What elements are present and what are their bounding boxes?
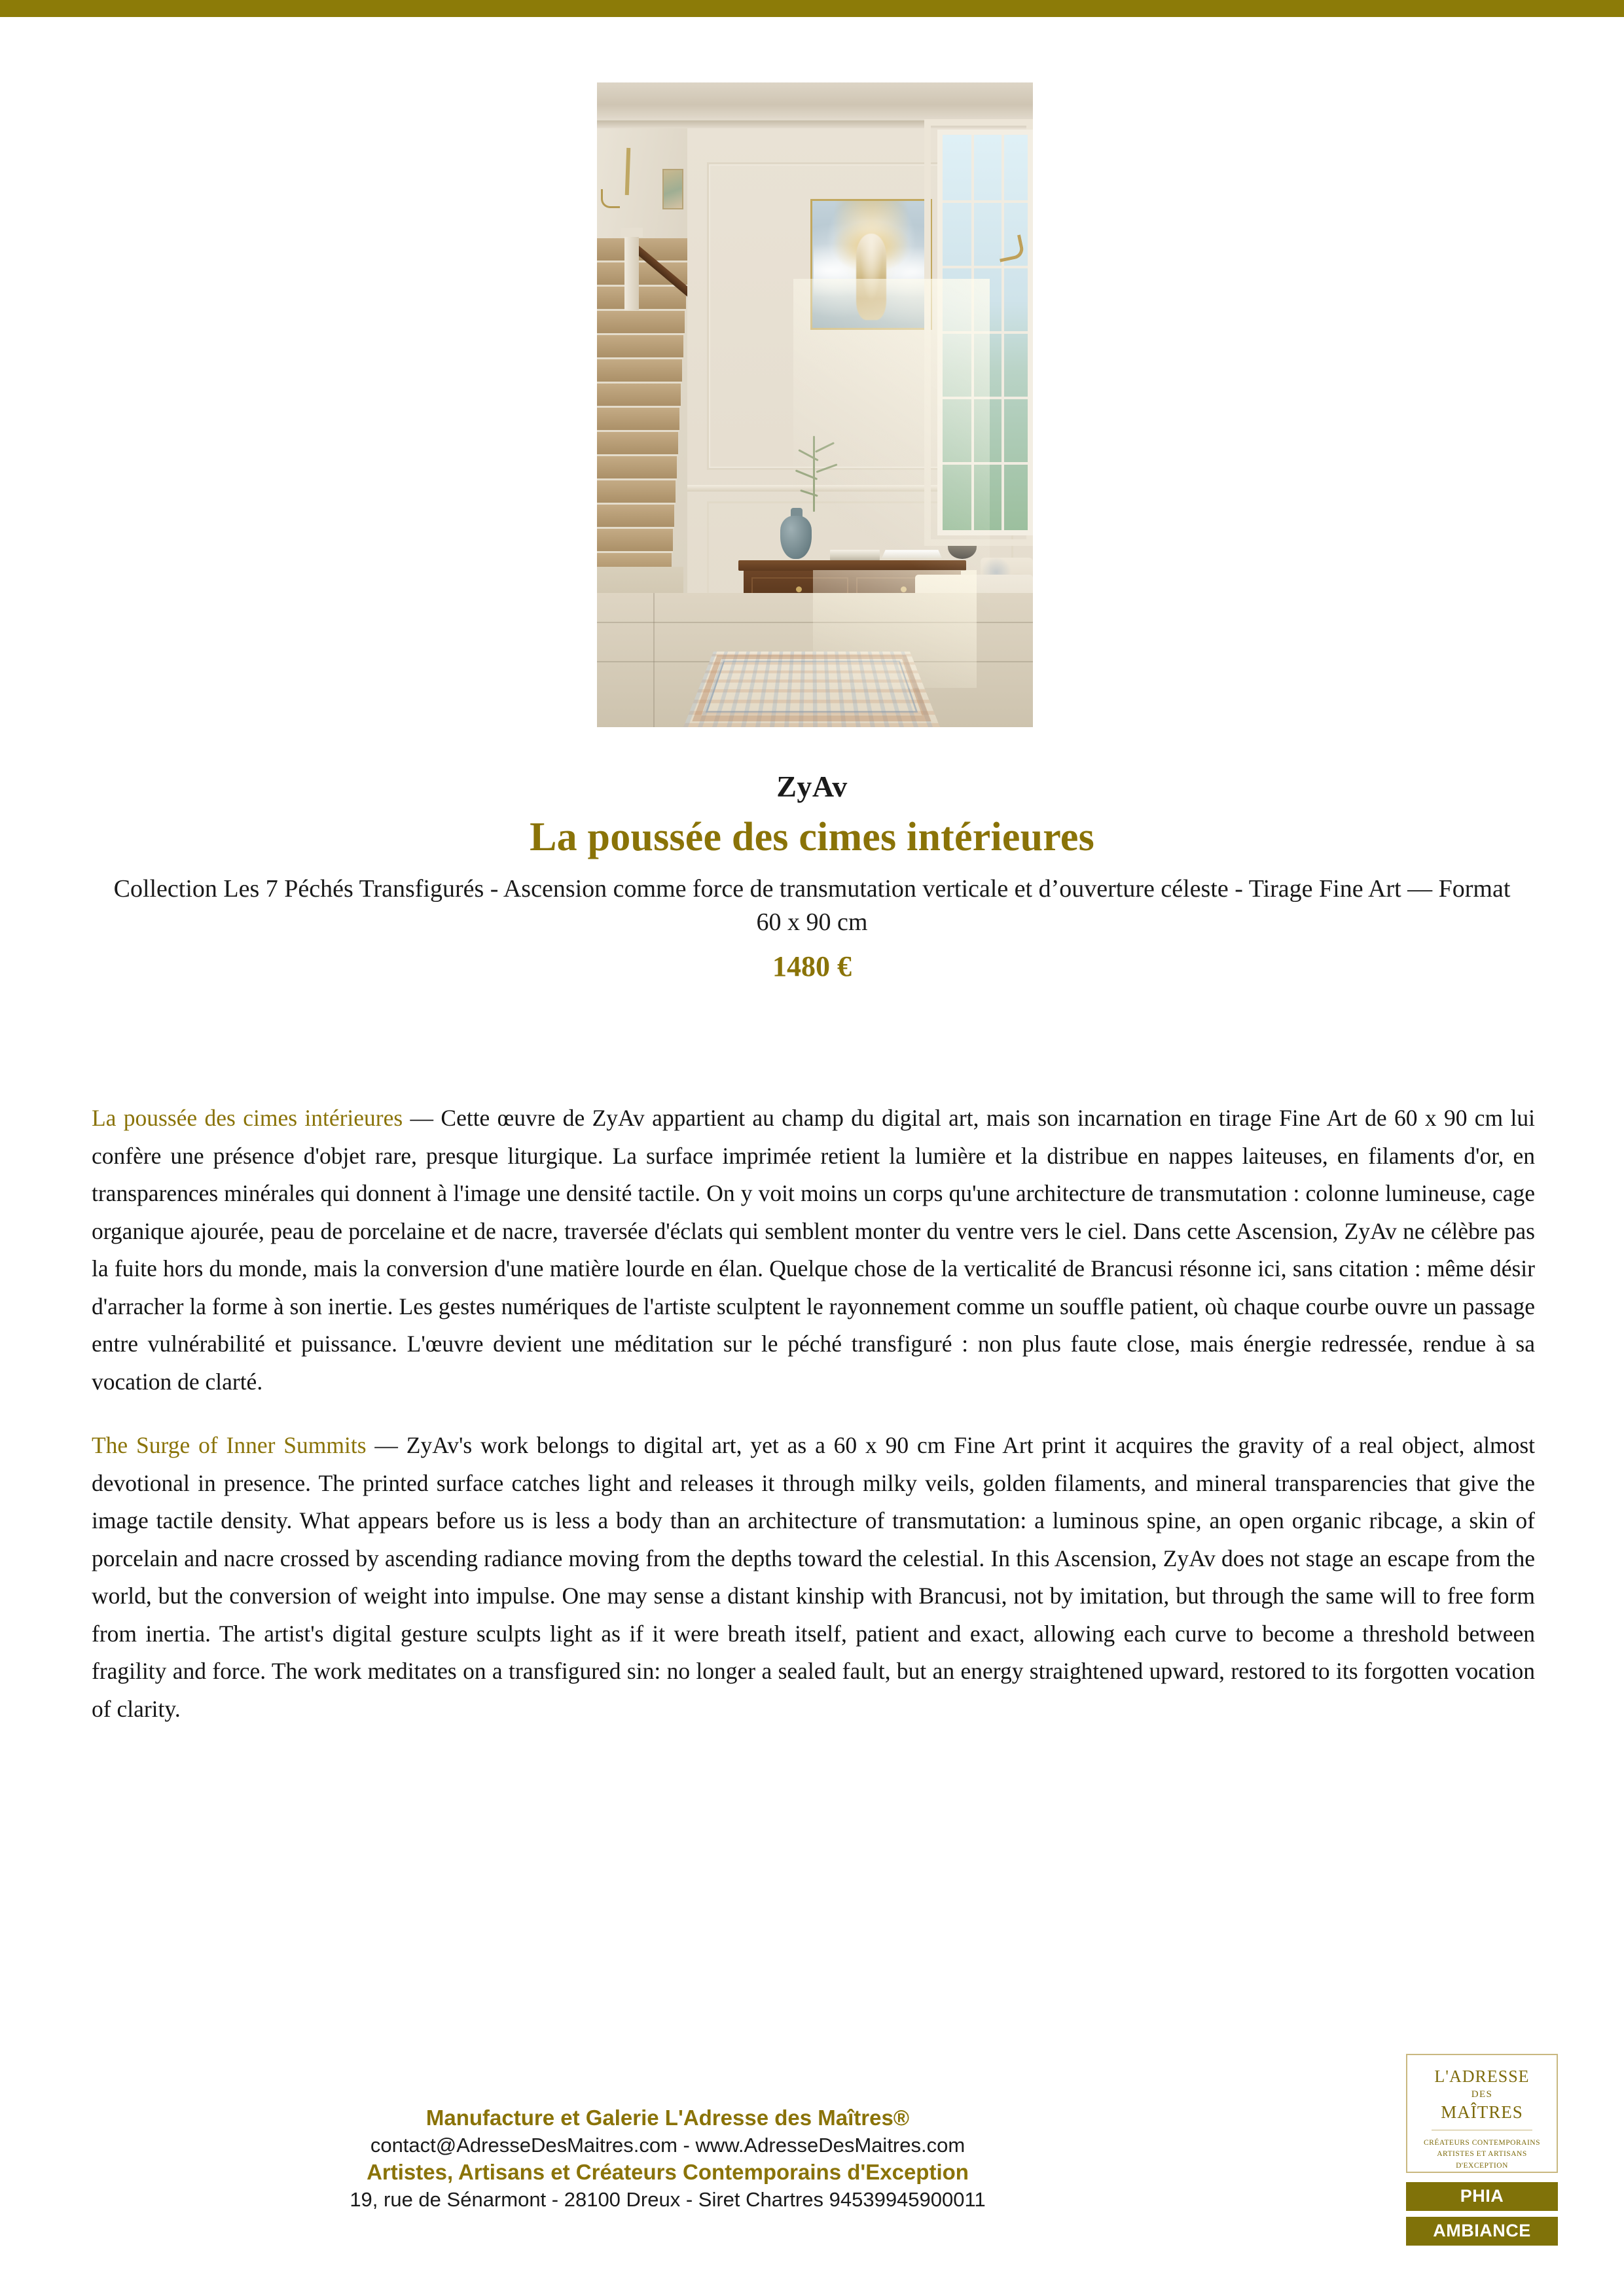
description-en [92,1427,1535,1728]
description-en-lead: The Surge of Inner Summits [92,1432,367,1458]
artist-name: ZyAv [776,770,848,803]
logo-subline-2: ARTISTES ET ARTISANS [1437,2150,1527,2159]
newel-cap [621,228,643,237]
adresse-des-maitres-logo [1406,2054,1558,2173]
footer-tagline: Artistes, Artisans et Créateurs Contemporains d'Exception [367,2160,969,2185]
brand-phia[interactable]: PHIA [1406,2182,1558,2211]
dried-branch [785,424,846,511]
ceramic-vase [780,516,812,559]
logo-block [1406,2054,1558,2246]
small-framed-picture [662,169,683,209]
footer-company: Manufacture et Galerie L'Adresse des Maîtres® [425,2106,910,2130]
logo-line-3: MAÎTRES [1441,2102,1523,2122]
logo-line-1: L'ADRESSE [1434,2067,1530,2086]
logo-line-2: DES [1471,2089,1493,2100]
framed-print [810,199,932,330]
price: 1480 € [772,950,852,982]
open-book [882,550,942,558]
logo-subline-1: CRÉATEURS CONTEMPORAINS [1424,2139,1540,2147]
artwork-subtitle: Collection Les 7 Péchés Transfigurés - Ascension comme force de transmutation verticale et d’ouverture céleste - Tirage Fine Art — Format 60 x 90 cm [113,875,1511,936]
top-gold-rule [0,0,1624,17]
description-fr-lead: La poussée des cimes intérieures [92,1105,403,1131]
persian-rug [683,651,940,727]
description-en-body: — ZyAv's work belongs to digital art, yet as a 60 x 90 cm Fine Art print it acquires the gravity of a real object, almost devotional in presence. The printed surface catches light and releases it through milky veils, golden filaments, and mineral transparencies that give the image tactile density. What appears before us is less a body than an architecture of transmutation: a luminous spine, an open organic ribcage, a skin of porcelain and nacre crossed by ascending radiance moving from the depths toward the celestial. In this Ascension, ZyAv does not stage an escape from the world, but the conversion of weight into impulse. One may sense a distant kinship with Brancusi, not by imitation, but through the same will to free form from inertia. The artist's digital gesture sculpts light as if it were breath itself, patient and exact, allowing each curve to become a threshold between fragility and force. The work meditates on a transfigured sin: no longer a sealed fault, but an energy straightened upward, restored to its forgotten vocation of clarity. [92,1432,1535,1722]
brass-sconce-icon [601,189,620,208]
console-table-top [738,560,966,571]
footer-contact[interactable]: contact@AdresseDesMaitres.com - www.AdresseDesMaitres.com [370,2133,965,2157]
print-ascending-figure [856,234,886,320]
stacked-books [830,550,880,560]
artwork-title: La poussée des cimes intérieures [530,815,1094,859]
brand-ambiance[interactable]: AMBIANCE [1406,2217,1558,2246]
footer-address: 19, rue de Sénarmont - 28100 Dreux - Siret Chartres 94539945900011 [350,2188,986,2212]
interior-scene [597,82,1033,727]
logo-subline-3: D'EXCEPTION [1456,2161,1508,2170]
footer [0,2104,1335,2213]
window [937,130,1033,535]
newel-post [624,233,639,310]
description-fr-body: — Cette œuvre de ZyAv appartient au champ du digital art, mais son incarnation en tirage Fine Art de 60 x 90 cm lui confère une présence d'objet rare, presque liturgique. La surface imprimée retient la lumière et la distribue en nappes laiteuses, en filaments d'or, en transparences minérales qui donnent à l'image une densité tactile. On y voit moins un corps qu'une architecture de transmutation : colonne lumineuse, cage organique ajourée, peau de porcelaine et de nacre, traversée d'éclats qui semblent monter du ventre vers le ciel. Dans cette Ascension, ZyAv ne célèbre pas la fuite hors du monde, mais la conversion d'une matière lourde en élan. Quelque chose de la verticalité de Brancusi résonne ici, sans citation : même désir d'arracher la forme à son inertie. Les gestes numériques de l'artiste sculptent le rayonnement comme un souffle patient, où chaque courbe ouvre un passage entre vulnérabilité et puissance. L'œuvre devient une méditation sur le péché transfiguré : non plus faute close, mais énergie redressée, rendue à sa vocation de clarté. [92,1105,1535,1395]
rug-inner-border [706,661,918,713]
artwork-photo [597,82,1033,727]
description-block [92,1100,1535,1754]
description-fr [92,1100,1535,1401]
title-block [0,769,1624,983]
ceiling-beam [597,82,1033,123]
